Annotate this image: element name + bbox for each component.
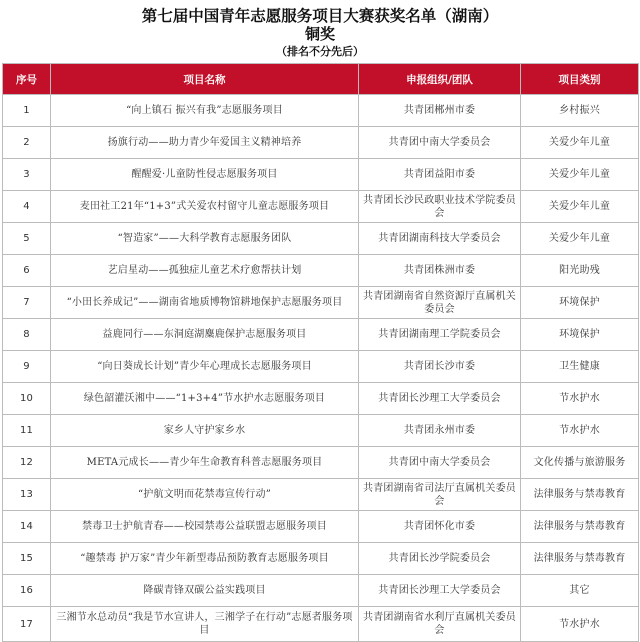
cell-project-name: 家乡人守护家乡水 <box>51 415 359 447</box>
cell-project-name: “趣禁毒 护万家”青少年新型毒品预防教育志愿服务项目 <box>51 543 359 575</box>
table-row <box>3 607 639 642</box>
cell-organization: 共青团长沙学院委员会 <box>359 543 521 575</box>
cell-organization: 共青团株洲市委 <box>359 255 521 287</box>
cell-project-name: “小田长养成记”——湖南省地质博物馆耕地保护志愿服务项目 <box>51 287 359 319</box>
table-row <box>3 191 639 223</box>
cell-project-name: 扬旗行动——助力青少年爱国主义精神培养 <box>51 127 359 159</box>
ranking-note: （排名不分先后） <box>276 45 364 58</box>
cell-number: 4 <box>3 191 51 223</box>
table-row <box>3 127 639 159</box>
table-row <box>3 511 639 543</box>
cell-project-name: 醒醒爱·儿童防性侵志愿服务项目 <box>51 159 359 191</box>
table-row <box>3 575 639 607</box>
table-row <box>3 543 639 575</box>
cell-number: 7 <box>3 287 51 319</box>
page-header <box>0 0 640 59</box>
cell-number: 1 <box>3 95 51 127</box>
column-header-category: 项目类别 <box>521 64 639 95</box>
cell-organization: 共青团湖南省司法厅直属机关委员会 <box>359 479 521 511</box>
column-header-number: 序号 <box>3 64 51 95</box>
table-row <box>3 479 639 511</box>
cell-number: 6 <box>3 255 51 287</box>
cell-category: 法律服务与禁毒教育 <box>521 543 639 575</box>
cell-number: 2 <box>3 127 51 159</box>
cell-organization: 共青团怀化市委 <box>359 511 521 543</box>
cell-project-name: 三湘节水总动员“我是节水宣讲人，三湘学子在行动”志愿者服务项目 <box>51 607 359 642</box>
table-row <box>3 255 639 287</box>
cell-category: 节水护水 <box>521 383 639 415</box>
cell-project-name: 降碳青锋双碳公益实践项目 <box>51 575 359 607</box>
cell-category: 法律服务与禁毒教育 <box>521 479 639 511</box>
cell-number: 16 <box>3 575 51 607</box>
award-level-subtitle: 铜奖 <box>304 25 335 43</box>
cell-organization: 共青团永州市委 <box>359 415 521 447</box>
cell-project-name: 艺启星动——孤独症儿童艺术疗愈帮扶计划 <box>51 255 359 287</box>
column-header-project-name: 项目名称 <box>51 64 359 95</box>
table-row <box>3 95 639 127</box>
table-row <box>3 287 639 319</box>
table-row <box>3 351 639 383</box>
cell-category: 关爱少年儿童 <box>521 159 639 191</box>
cell-number: 17 <box>3 607 51 642</box>
table-row <box>3 159 639 191</box>
table-row <box>3 447 639 479</box>
cell-number: 3 <box>3 159 51 191</box>
cell-project-name: 禁毒卫士护航青春——校园禁毒公益联盟志愿服务项目 <box>51 511 359 543</box>
table-row <box>3 415 639 447</box>
cell-number: 12 <box>3 447 51 479</box>
table-header-row <box>3 64 639 95</box>
cell-category: 法律服务与禁毒教育 <box>521 511 639 543</box>
table-row <box>3 319 639 351</box>
table-row <box>3 383 639 415</box>
cell-project-name: “智造家”——大科学教育志愿服务团队 <box>51 223 359 255</box>
page-title: 第七届中国青年志愿服务项目大赛获奖名单（湖南） <box>141 6 499 25</box>
cell-project-name: “护航文明而花禁毒宣传行动” <box>51 479 359 511</box>
cell-organization: 共青团长沙理工大学委员会 <box>359 575 521 607</box>
award-table <box>2 63 639 642</box>
cell-category: 节水护水 <box>521 607 639 642</box>
cell-category: 其它 <box>521 575 639 607</box>
cell-category: 节水护水 <box>521 415 639 447</box>
cell-category: 阳光助残 <box>521 255 639 287</box>
cell-category: 环境保护 <box>521 287 639 319</box>
table-row <box>3 223 639 255</box>
cell-number: 9 <box>3 351 51 383</box>
cell-organization: 共青团益阳市委 <box>359 159 521 191</box>
cell-organization: 共青团湖南省水利厅直属机关委员会 <box>359 607 521 642</box>
cell-organization: 共青团湖南省自然资源厅直属机关委员会 <box>359 287 521 319</box>
cell-category: 关爱少年儿童 <box>521 127 639 159</box>
column-header-organization: 申报组织/团队 <box>359 64 521 95</box>
cell-organization: 共青团湖南科技大学委员会 <box>359 223 521 255</box>
cell-organization: 共青团中南大学委员会 <box>359 127 521 159</box>
cell-project-name: 绿色韶灌沃湘中——“1+3+4”节水护水志愿服务项目 <box>51 383 359 415</box>
cell-number: 5 <box>3 223 51 255</box>
cell-number: 14 <box>3 511 51 543</box>
cell-category: 文化传播与旅游服务 <box>521 447 639 479</box>
cell-project-name: 麦田社工21年“1+3”式关爱农村留守儿童志愿服务项目 <box>51 191 359 223</box>
cell-organization: 共青团郴州市委 <box>359 95 521 127</box>
cell-number: 11 <box>3 415 51 447</box>
cell-category: 乡村振兴 <box>521 95 639 127</box>
cell-number: 13 <box>3 479 51 511</box>
cell-number: 10 <box>3 383 51 415</box>
cell-organization: 共青团湖南理工学院委员会 <box>359 319 521 351</box>
cell-organization: 共青团长沙理工大学委员会 <box>359 383 521 415</box>
cell-category: 关爱少年儿童 <box>521 191 639 223</box>
cell-project-name: “向上镇石 振兴有我”志愿服务项目 <box>51 95 359 127</box>
cell-project-name: “向日葵成长计划”青少年心理成长志愿服务项目 <box>51 351 359 383</box>
cell-project-name: 益鹿同行——东洞庭湖麋鹿保护志愿服务项目 <box>51 319 359 351</box>
table-body <box>3 95 639 642</box>
cell-category: 关爱少年儿童 <box>521 223 639 255</box>
cell-project-name: META元成长——青少年生命教育科普志愿服务项目 <box>51 447 359 479</box>
cell-organization: 共青团长沙市委 <box>359 351 521 383</box>
cell-number: 15 <box>3 543 51 575</box>
cell-organization: 共青团长沙民政职业技术学院委员会 <box>359 191 521 223</box>
cell-number: 8 <box>3 319 51 351</box>
cell-category: 环境保护 <box>521 319 639 351</box>
cell-organization: 共青团中南大学委员会 <box>359 447 521 479</box>
cell-category: 卫生健康 <box>521 351 639 383</box>
